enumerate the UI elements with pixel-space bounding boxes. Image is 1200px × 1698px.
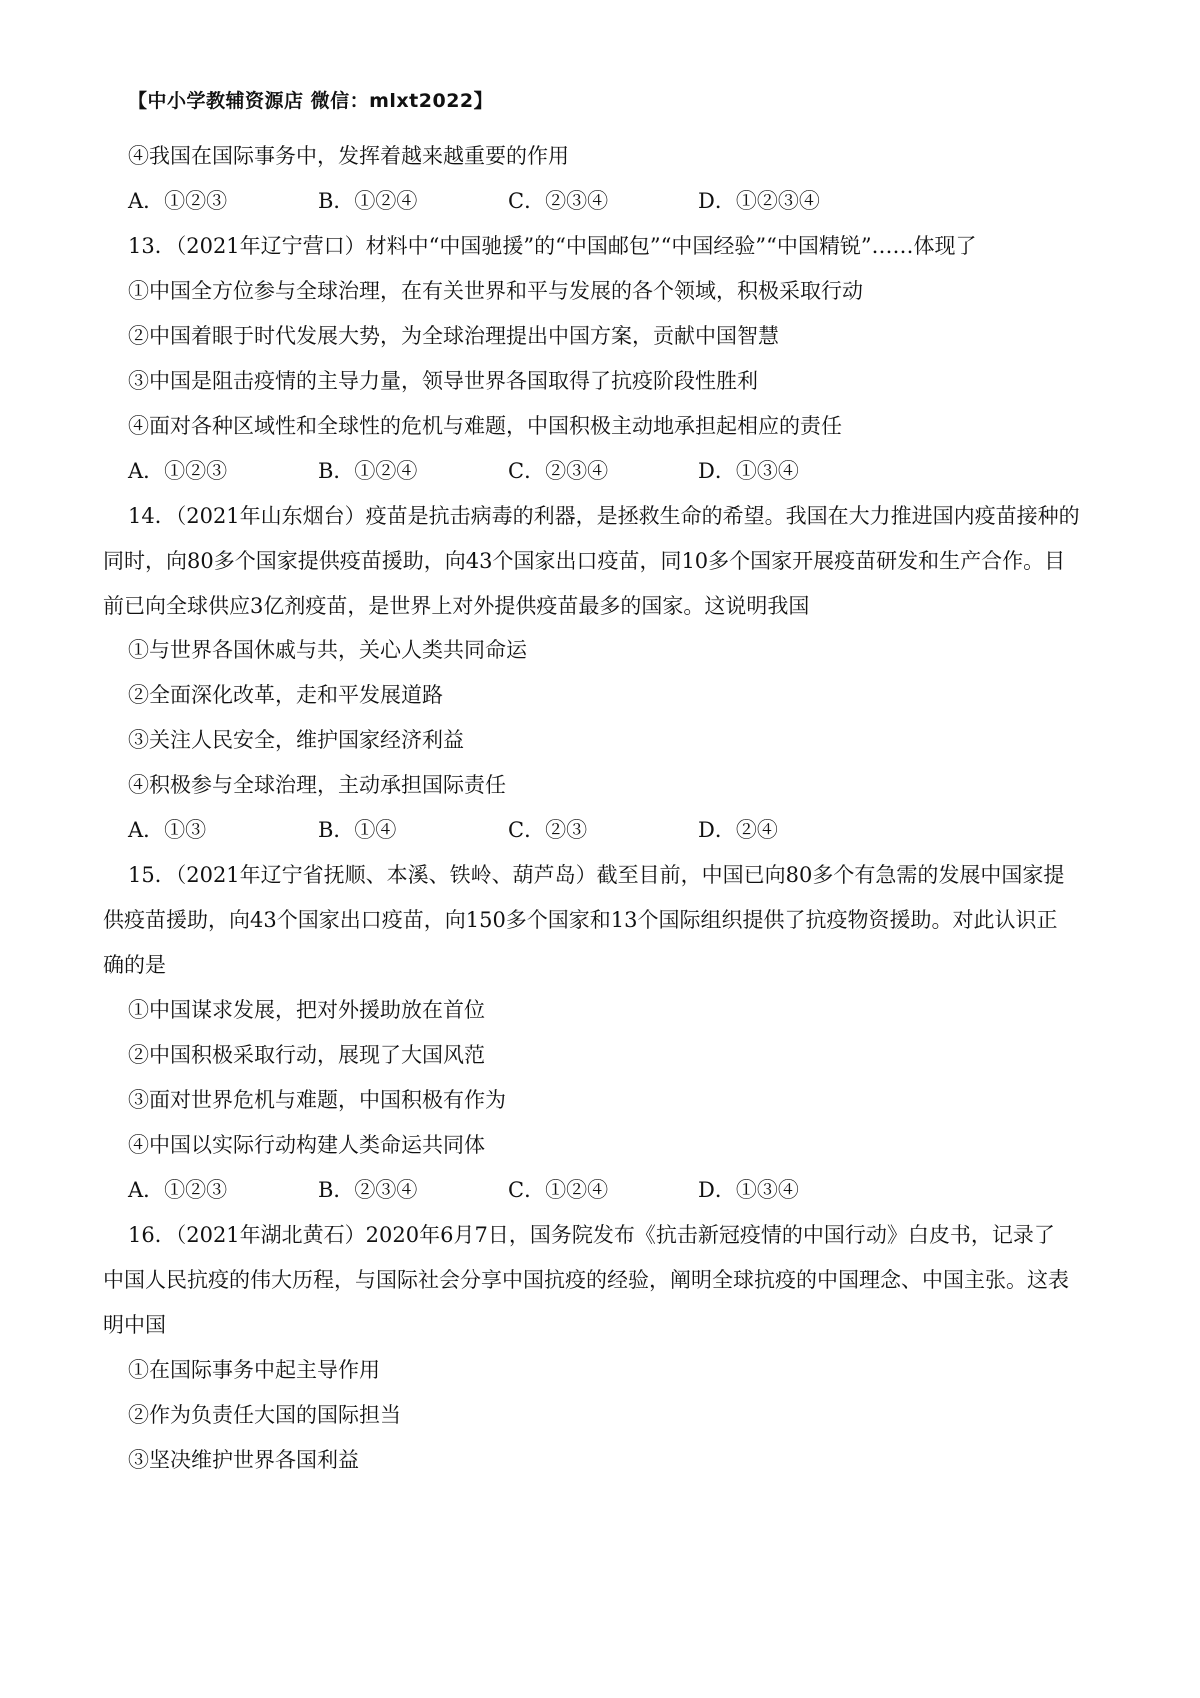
text-line: 前已向全球供应3亿剂疫苗，是世界上对外提供疫苗最多的国家。这说明我国	[103, 593, 810, 618]
option-d: D．①③④	[698, 1177, 799, 1202]
option-c: C．②③④	[508, 188, 609, 213]
option-a: A．①②③	[128, 1177, 228, 1202]
option-d: D．①②③④	[698, 188, 820, 213]
text-line: 中国人民抗疫的伟大历程，与国际社会分享中国抗疫的经验，阐明全球抗疫的中国理念、中国主张。这表	[103, 1267, 1069, 1292]
text-line: ③面对世界危机与难题，中国积极有作为	[128, 1087, 506, 1112]
text-line: 15．（2021年辽宁省抚顺、本溪、铁岭、葫芦岛）截至目前，中国已向80多个有急需的发展中国家提	[128, 863, 1065, 888]
text-line: ②全面深化改革，走和平发展道路	[128, 683, 443, 708]
text-line: ②中国着眼于时代发展大势，为全球治理提出中国方案，贡献中国智慧	[128, 323, 779, 348]
text-line: 同时，向80多个国家提供疫苗援助，向43个国家出口疫苗，同10多个国家开展疫苗研发和生产合作。目	[103, 548, 1066, 573]
text-line: ③关注人民安全，维护国家经济利益	[128, 728, 464, 753]
text-line: 供疫苗援助，向43个国家出口疫苗，向150多个国家和13个国际组织提供了抗疫物资援助。对此认识正	[103, 908, 1058, 933]
text-line: ①在国际事务中起主导作用	[128, 1357, 380, 1382]
text-line: ①与世界各国休戚与共，关心人类共同命运	[128, 638, 527, 663]
text-line: ④中国以实际行动构建人类命运共同体	[128, 1132, 485, 1157]
text-line: 明中国	[103, 1312, 166, 1337]
text-line: 确的是	[103, 953, 166, 978]
option-d: D．①③④	[698, 458, 799, 483]
text-line: 14．（2021年山东烟台）疫苗是抗击病毒的利器，是拯救生命的希望。我国在大力推进国内疫苗接种的	[128, 503, 1080, 528]
text-line: 13．（2021年辽宁营口）材料中“中国驰援”的“中国邮包”“中国经验”“中国精锐”……体现了	[128, 233, 977, 258]
text-line: ④我国在国际事务中，发挥着越来越重要的作用	[128, 144, 569, 168]
option-a: A．①③	[128, 818, 207, 843]
option-b: B．①②④	[318, 458, 418, 483]
option-c: C．①②④	[508, 1177, 609, 1202]
text-line: ③中国是阻击疫情的主导力量，领导世界各国取得了抗疫阶段性胜利	[128, 368, 758, 393]
text-line: ④积极参与全球治理，主动承担国际责任	[128, 773, 506, 798]
option-b: B．①④	[318, 818, 397, 843]
text-line: ②中国积极采取行动，展现了大国风范	[128, 1043, 485, 1067]
text-line: ①中国谋求发展，把对外援助放在首位	[128, 998, 485, 1023]
text-line: ③坚决维护世界各国利益	[128, 1447, 359, 1472]
option-a: A．①②③	[128, 458, 228, 483]
option-c: C．②③④	[508, 458, 609, 483]
option-c: C．②③	[508, 818, 588, 843]
text-line: ②作为负责任大国的国际担当	[128, 1402, 401, 1427]
text-line: ①中国全方位参与全球治理，在有关世界和平与发展的各个领域，积极采取行动	[128, 278, 863, 303]
option-b: B．②③④	[318, 1177, 418, 1202]
text-line: 16．（2021年湖北黄石）2020年6月7日，国务院发布《抗击新冠疫情的中国行动》白皮书，记录了	[128, 1222, 1055, 1247]
option-a: A．①②③	[128, 188, 228, 213]
text-line: ④面对各种区域性和全球性的危机与难题，中国积极主动地承担起相应的责任	[128, 413, 842, 438]
page-header: 【中小学教辅资源店 微信：mlxt2022】	[128, 90, 494, 112]
option-b: B．①②④	[318, 188, 418, 213]
option-d: D．②④	[698, 818, 778, 843]
